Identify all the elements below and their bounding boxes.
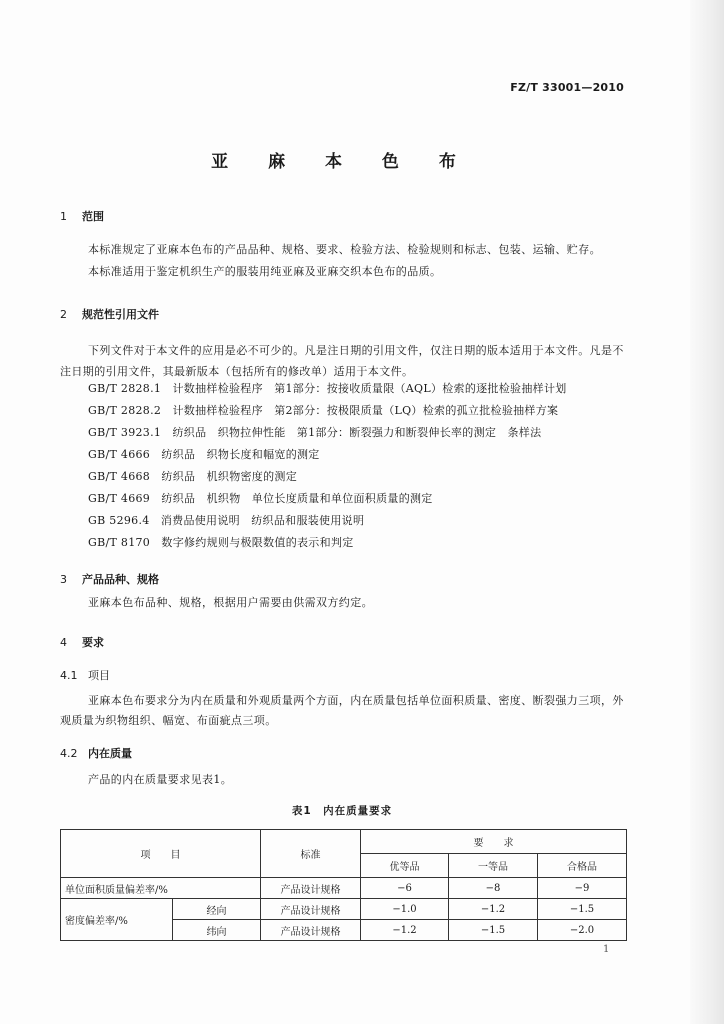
reference-item: GB/T 4666 纺织品 织物长度和幅宽的测定 xyxy=(88,448,320,461)
section-4-2-heading xyxy=(60,745,132,761)
row-value: −6 xyxy=(361,878,449,899)
section-4-1-paragraph: 亚麻本色布要求分为内在质量和外观质量两个方面，内在质量包括单位面积质量、密度、断裂强力三项，外观质量为织物组织、幅宽、布面疵点三项。 xyxy=(60,694,624,727)
reference-item: GB/T 4668 纺织品 机织物密度的测定 xyxy=(88,470,298,483)
section-4-1-heading xyxy=(60,667,110,683)
section-title: 规范性引用文件 xyxy=(82,308,159,321)
reference-item: GB/T 2828.2 计数抽样检验程序 第2部分：按极限质量（LQ）检索的孤立批检验抽样方案 xyxy=(88,404,559,417)
standard-code: FZ/T 33001—2010 xyxy=(510,81,624,94)
header-standard: 标准 xyxy=(261,830,361,878)
section-number: 3 xyxy=(60,573,67,586)
row-value: −9 xyxy=(538,878,627,899)
table-caption: 表1 内在质量要求 xyxy=(291,805,393,817)
section-3-paragraph: 亚麻本色布品种、规格，根据用户需要由供需双方约定。 xyxy=(88,596,373,609)
section-3-heading xyxy=(60,571,159,587)
table-row xyxy=(61,899,627,920)
row-value: −1.5 xyxy=(449,920,538,941)
header-item: 项 目 xyxy=(61,830,261,878)
row-subitem: 经向 xyxy=(173,899,261,920)
document-title: 亚 麻 本 色 布 xyxy=(211,152,473,172)
reference-item: GB 5296.4 消费品使用说明 纺织品和服装使用说明 xyxy=(88,514,365,527)
row-value: −1.0 xyxy=(361,899,449,920)
section-number: 4.1 xyxy=(60,669,78,682)
section-number: 2 xyxy=(60,308,67,321)
page-edge-shadow xyxy=(690,0,724,1024)
row-value: −1.2 xyxy=(361,920,449,941)
row-value: −1.5 xyxy=(538,899,627,920)
reference-item: GB/T 4669 纺织品 机织物 单位长度质量和单位面积质量的测定 xyxy=(88,492,433,505)
row-value: −2.0 xyxy=(538,920,627,941)
table-row xyxy=(61,878,627,899)
quality-requirements-table xyxy=(60,829,627,941)
reference-item: GB/T 8170 数字修约规则与极限数值的表示和判定 xyxy=(88,536,354,549)
reference-item: GB/T 3923.1 纺织品 织物拉伸性能 第1部分：断裂强力和断裂伸长率的测定 条样法 xyxy=(88,426,542,439)
section-4-heading xyxy=(60,634,104,650)
row-value: −8 xyxy=(449,878,538,899)
row-item: 单位面积质量偏差率/% xyxy=(61,878,261,899)
header-grade-premium: 优等品 xyxy=(361,854,449,878)
section-number: 4.2 xyxy=(60,747,78,760)
section-2-heading xyxy=(60,306,159,322)
section-number: 4 xyxy=(60,636,67,649)
header-grade-qualified: 合格品 xyxy=(538,854,627,878)
section-1-heading xyxy=(60,208,104,224)
row-standard: 产品设计规格 xyxy=(261,899,361,920)
reference-item: GB/T 2828.1 计数抽样检验程序 第1部分：按接收质量限（AQL）检索的逐批检验抽样计划 xyxy=(88,382,567,395)
section-title: 要求 xyxy=(82,636,104,649)
row-standard: 产品设计规格 xyxy=(261,878,361,899)
section-1-paragraph-2: 本标准适用于鉴定机织生产的服装用纯亚麻及亚麻交织本色布的品质。 xyxy=(88,265,442,278)
section-title: 产品品种、规格 xyxy=(82,573,159,586)
row-value: −1.2 xyxy=(449,899,538,920)
row-item: 密度偏差率/% xyxy=(61,899,173,941)
section-4-2-paragraph: 产品的内在质量要求见表1。 xyxy=(88,773,233,786)
row-subitem: 纬向 xyxy=(173,920,261,941)
header-requirements: 要 求 xyxy=(361,830,627,854)
section-title: 范围 xyxy=(82,210,104,223)
section-number: 1 xyxy=(60,210,67,223)
section-title: 项目 xyxy=(88,669,110,682)
section-title: 内在质量 xyxy=(88,747,132,760)
section-1-paragraph-1: 本标准规定了亚麻本色布的产品品种、规格、要求、检验方法、检验规则和标志、包装、运输、贮存。 xyxy=(88,243,601,256)
header-grade-first: 一等品 xyxy=(449,854,538,878)
row-standard: 产品设计规格 xyxy=(261,920,361,941)
section-2-paragraph: 下列文件对于本文件的应用是必不可少的。凡是注日期的引用文件，仅注日期的版本适用于本文件。凡是不注日期的引用文件，其最新版本（包括所有的修改单）适用于本文件。 xyxy=(60,344,624,378)
page-number: 1 xyxy=(603,944,610,955)
